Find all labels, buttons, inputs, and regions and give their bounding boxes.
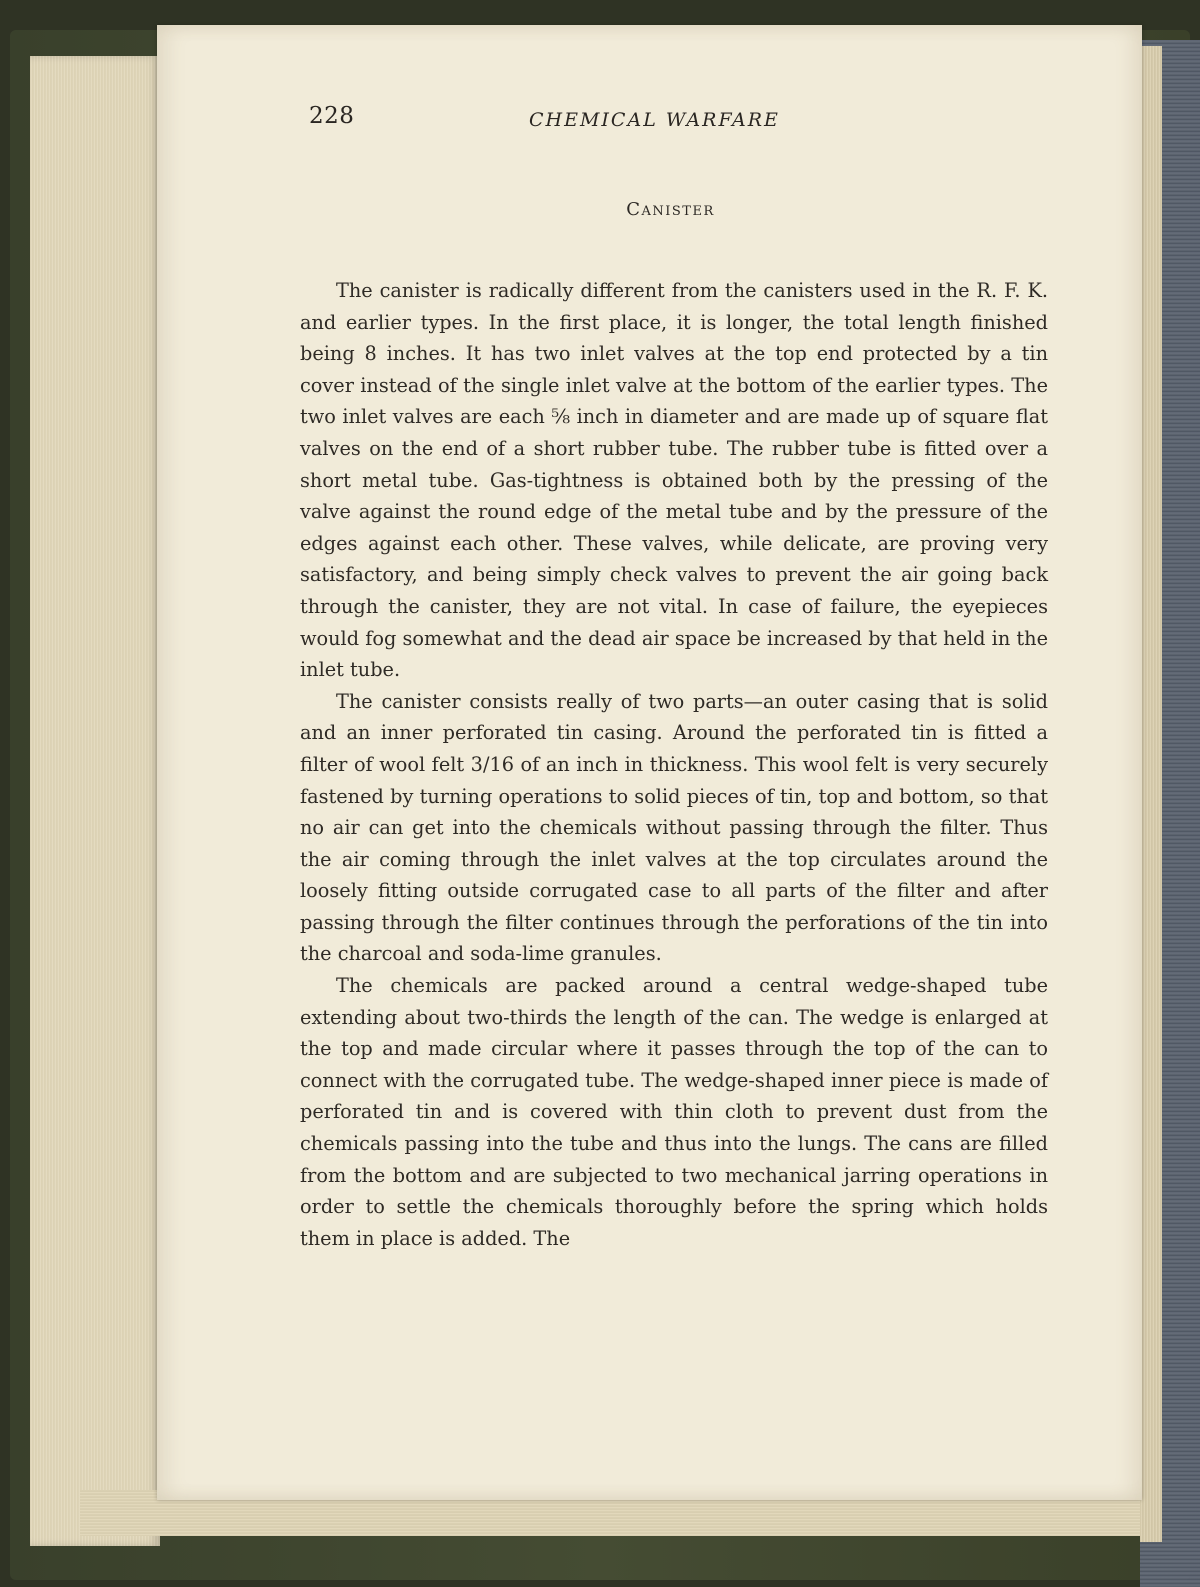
book-page	[157, 25, 1142, 1500]
paragraph-3: The chemicals are packed around a central wedge-shaped tube extending about two-thirds the length of the can. The wedge is enlarged at the top and made circular where it passes through the top of the can to connect with the corrugated tube. The wedge-shaped inner piece is made of perforated tin and is covered with thin cloth to prevent dust from the chemicals passing into the tube and thus into the lungs. The cans are filled from the bottom and are subjected to two mechanical jarring operations in order to settle the chemicals thoroughly before the spring which holds them in place is added. The	[300, 974, 1048, 1250]
page-number: 228	[309, 103, 355, 129]
running-title: CHEMICAL WARFARE	[529, 109, 780, 131]
paragraph-2: The canister consists really of two parts—an outer casing that is solid and an inner perforated tin casing. Around the perforated tin is fitted a filter of wool felt 3/16 of an inch in thickness. This wool felt is very securely fastened by turning operations to solid pieces of tin, top and bottom, so that no air can get into the chemicals without passing through the filter. Thus the air coming through the inlet valves at the top circulates around the loosely fitting outside corrugated case to all parts of the filter and after passing through the filter continues through the perforations of the tin into the charcoal and soda-lime granules.	[300, 689, 1048, 966]
body-text	[300, 275, 1048, 1254]
paragraph-1: The canister is radically different from the canisters used in the R. F. K. and earlier types. In the first place, it is longer, the total length finished being 8 inches. It has two inlet valves at the top end protected by a tin cover instead of the single inlet valve at the bottom of the earlier types. The two inlet valves are each ⅝ inch in diameter and are made up of square flat valves on the end of a short rubber tube. The rubber tube is fitted over a short metal tube. Gas-tightness is obtained both by the pressing of the valve against the round edge of the metal tube and by the pressure of the edges against each other. These valves, while delicate, are proving very satisfactory, and being simply check valves to prevent the air going back through the canister, they are not vital. In case of failure, the eyepieces would fog somewhat and the dead air space be increased by that held in the inlet tube.	[300, 279, 1048, 682]
page-edges-left	[30, 56, 160, 1546]
page-edges-right	[1140, 46, 1162, 1542]
section-heading: Canister	[626, 199, 715, 220]
running-head	[157, 103, 1142, 139]
